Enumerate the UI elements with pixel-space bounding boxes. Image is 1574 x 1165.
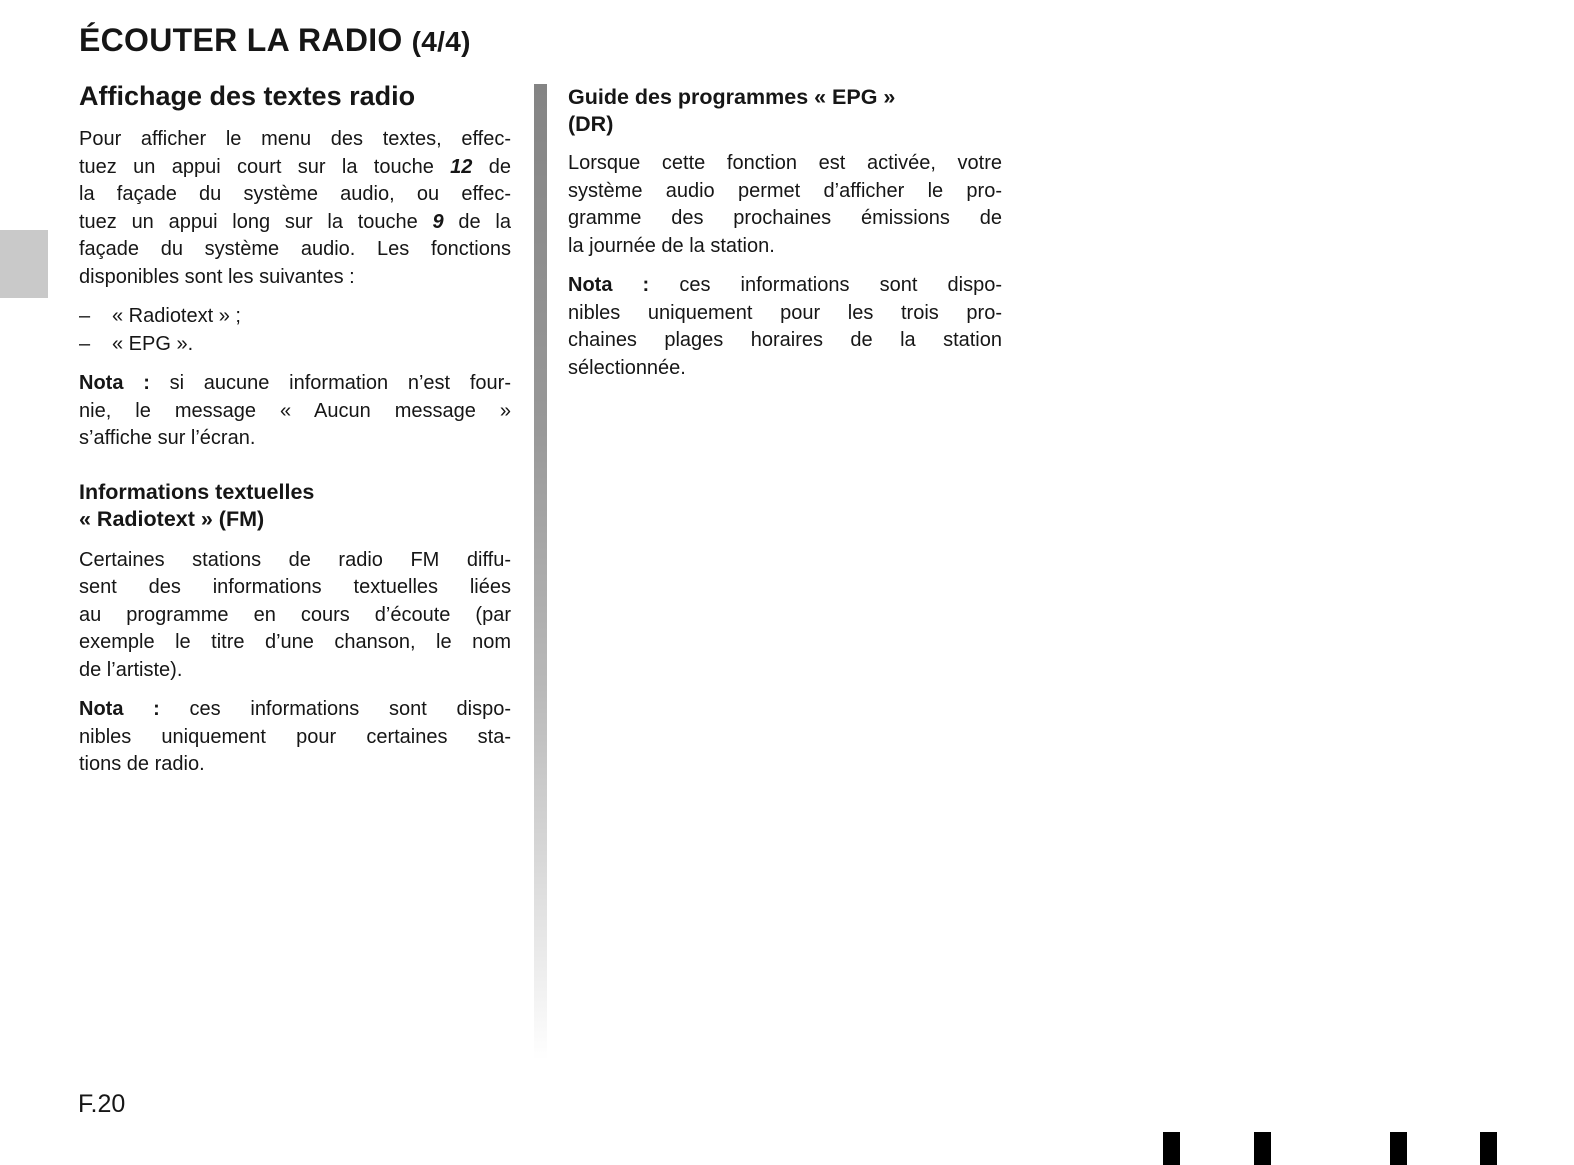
subsection-heading-radiotext [79,479,511,533]
list-item-label: « Radiotext » ; [112,305,241,327]
text-line [79,370,511,398]
text-line: la journée de la station. [568,234,775,257]
text-line: gramme des prochaines émissions de [568,207,1002,229]
text-line: au programme en cours d’écoute (par [79,603,511,626]
text-line: s’affiche sur l’écran. [79,427,256,449]
text-line: Certaines stations de radio FM diffu- [79,548,511,571]
page-title-text: ÉCOUTER LA RADIO [79,22,403,58]
text-segment: ces informations sont dispo- [649,274,1002,296]
dash-bullet: – [79,305,91,327]
list-item-epg [79,331,511,359]
dash-bullet: – [79,332,91,355]
text-line [79,696,511,724]
text-segment: de [472,155,511,178]
nota-label: Nota : [79,698,160,720]
text-line: chaines plages horaires de la station [568,329,1002,351]
text-line: disponibles sont les suivantes : [79,265,355,288]
text-line: nibles uniquement pour certaines sta- [79,725,511,748]
text-line: Lorsque cette fonction est activée, votre [568,152,1002,174]
page-number: F.20 [78,1090,126,1118]
text-segment: si aucune information n’est four- [149,372,511,394]
paragraph-epg [568,150,1002,260]
column-divider [534,84,547,1060]
text-segment: tuez un appui court sur la touche [79,155,451,178]
function-list [79,303,511,358]
section-heading: Affichage des textes radio [79,81,416,111]
text-line: système audio permet d’afficher le pro- [568,179,1002,202]
list-item-label: « EPG ». [112,332,194,355]
heading-line: (DR) [568,112,614,136]
nota-label: Nota : [79,372,150,394]
key-number-12: 12 [450,155,473,178]
heading-line: Informations textuelles [79,479,315,504]
subsection-heading-epg [568,84,1002,138]
registration-mark [1480,1132,1497,1165]
nota-paragraph [568,272,1002,382]
paragraph-fm-radiotext [79,547,511,685]
registration-mark [1254,1132,1271,1165]
text-line: sélectionnée. [568,356,686,379]
edge-tab-mark [0,230,48,298]
text-line: façade du système audio. Les fonctions [79,238,511,260]
text-line [79,154,511,182]
nota-label: Nota : [568,274,650,296]
right-column [568,82,1002,394]
paragraph-display-texts [79,126,511,291]
text-line [568,272,1002,300]
registration-mark [1390,1132,1407,1165]
list-item-radiotext [79,303,511,331]
text-line: tions de radio. [79,753,205,775]
nota-paragraph [79,370,511,453]
text-line: de l’artiste). [79,658,183,681]
text-line [79,209,511,237]
heading-line: « Radiotext » (FM) [79,506,265,531]
text-line: nibles uniquement pour les trois pro- [568,301,1002,324]
page-title-suffix: (4/4) [411,26,471,57]
text-line: Pour afficher le menu des textes, effec- [79,128,511,150]
text-line: la façade du système audio, ou effec- [79,183,511,205]
nota-paragraph [79,696,511,779]
text-line: nie, le message « Aucun message » [79,399,511,422]
text-segment: de la [443,210,511,233]
page-title [79,22,471,59]
text-line: exemple le titre d’une chanson, le nom [79,631,511,653]
text-line: sent des informations textuelles liées [79,576,511,598]
registration-mark [1163,1132,1180,1165]
heading-line: Guide des programmes « EPG » [568,85,896,109]
key-number-9: 9 [432,210,444,233]
text-segment: tuez un appui long sur la touche [79,210,433,233]
text-segment: ces informations sont dispo- [159,698,512,720]
left-column [79,82,511,791]
